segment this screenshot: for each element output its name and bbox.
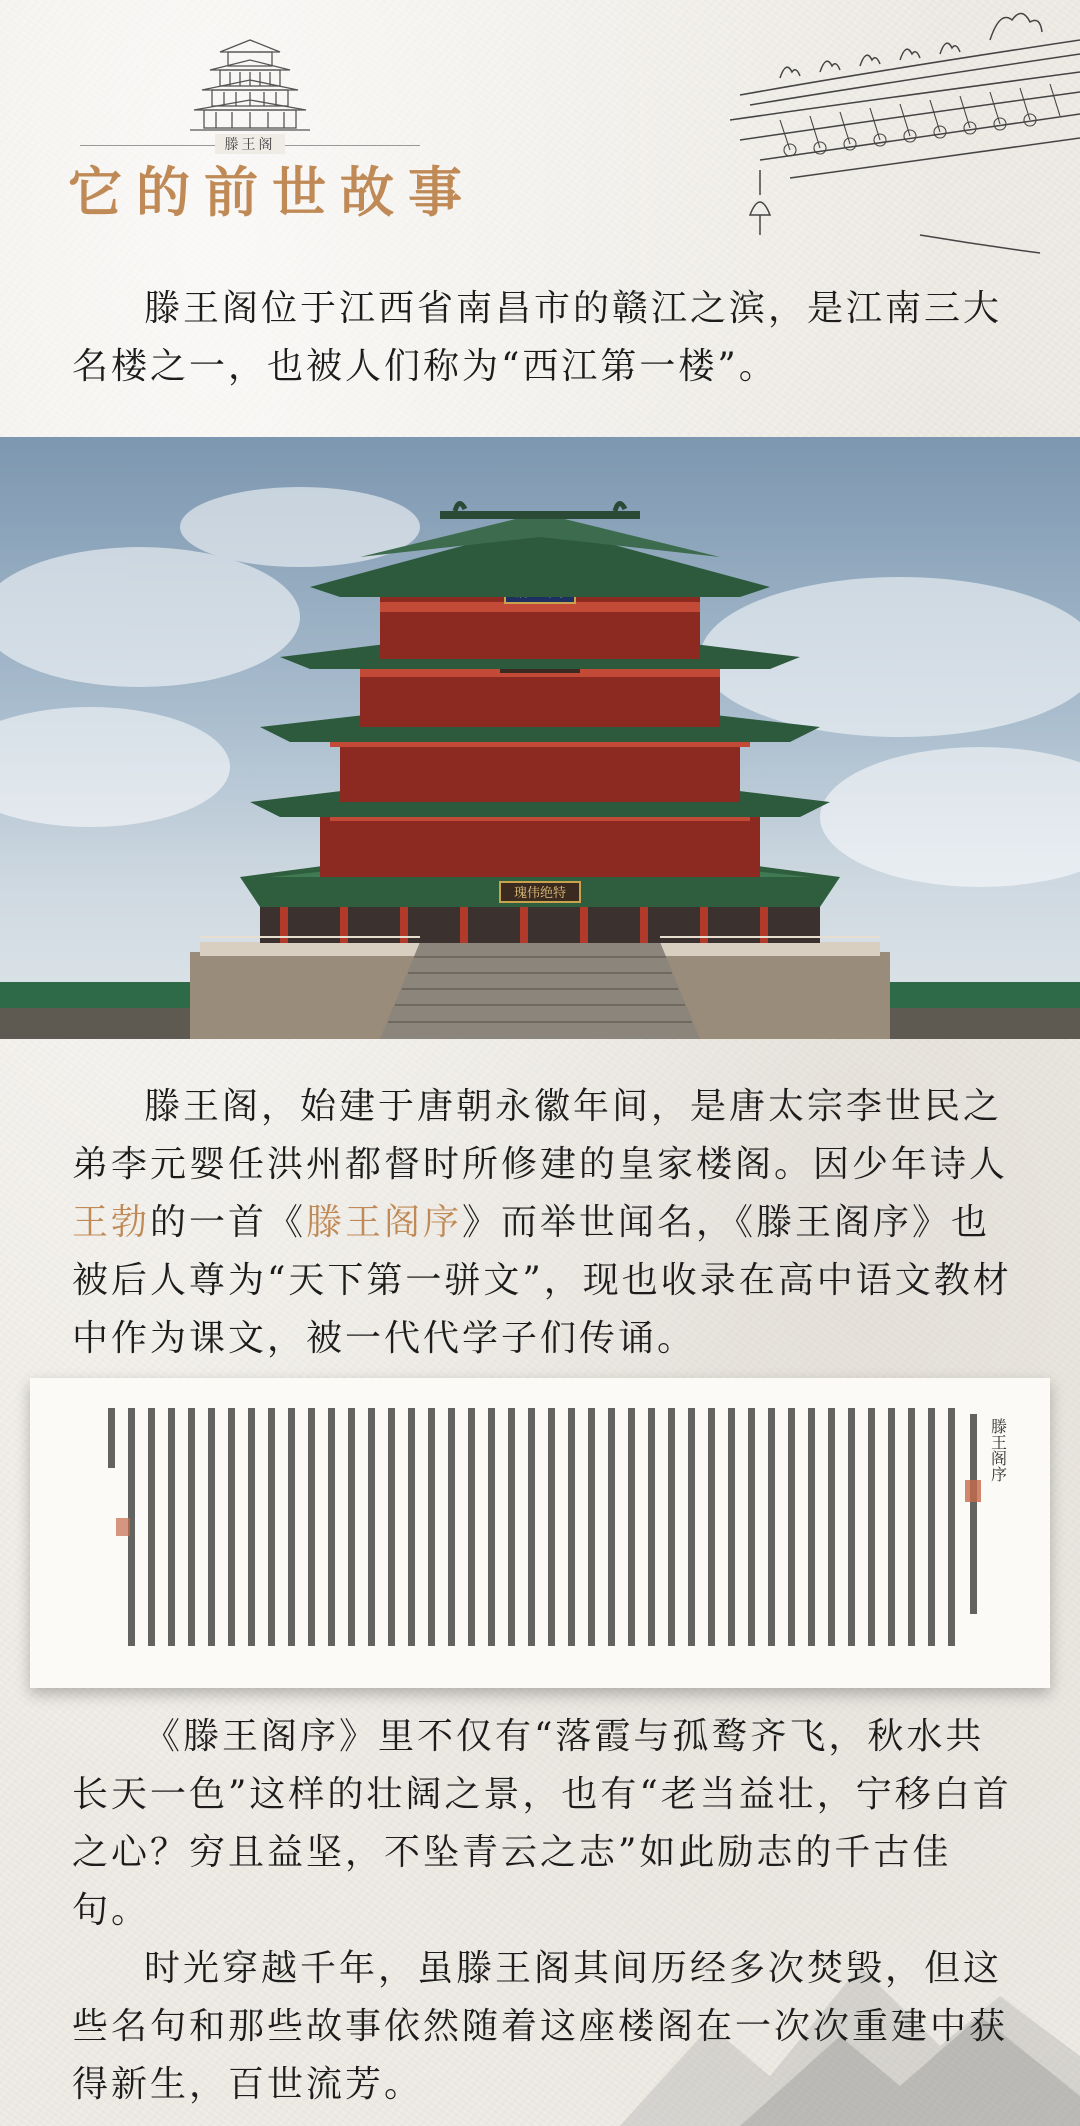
history-text-1: 滕王阁，始建于唐朝永徽年间，是唐太宗李世民之弟李元婴任洪州都督时所修建的皇家楼阁。因少年诗人: [72, 1086, 1009, 1185]
logo-caption: 滕王阁: [215, 134, 285, 154]
calligraphy-scroll-image: [30, 1378, 1050, 1688]
intro-paragraph: [72, 280, 1012, 396]
closing-paragraph: [72, 1940, 1012, 2114]
history-paragraph: [72, 1078, 1012, 1368]
calligraphy-columns: [30, 1378, 1050, 1688]
roof-eave-sketch: [720, 0, 1080, 260]
quote-text: 《滕王阁序》里不仅有“落霞与孤鹜齐飞，秋水共长天一色”这样的壮阔之景，也有“老当益壮，宁移白首之心？穷且益坚，不坠青云之志”如此励志的千古佳句。: [72, 1716, 1012, 1931]
history-text-2: 的一首《: [150, 1202, 307, 1243]
intro-text: 滕王阁位于江西省南昌市的赣江之滨，是江南三大名楼之一，也被人们称为“西江第一楼”。: [72, 288, 1003, 387]
closing-text: 时光穿越千年，虽滕王阁其间历经多次焚毁，但这些名句和那些故事依然随着这座楼阁在一次次重建中获得新生，百世流芳。: [72, 1948, 1009, 2105]
quote-paragraph: [72, 1708, 1012, 1940]
pavilion-illustration: [0, 437, 1080, 1039]
lower-plaque-text: 瑰伟绝特: [513, 886, 567, 901]
poet-name: 王勃: [72, 1202, 151, 1243]
pavilion-photo: [0, 437, 1080, 1039]
pavilion-logo-icon: [180, 30, 320, 150]
page-title: 它的前世故事: [68, 160, 476, 224]
scroll-title-text: 滕王阁序: [988, 1418, 1008, 1482]
work-title: 滕王阁序: [306, 1202, 463, 1243]
history-text-3: 》而举世闻名，《滕王阁序》也被后人尊为“天下第一骈文”，现也收录在高中语文教材中作为课文，被一代代学子们传诵。: [72, 1202, 1012, 1359]
